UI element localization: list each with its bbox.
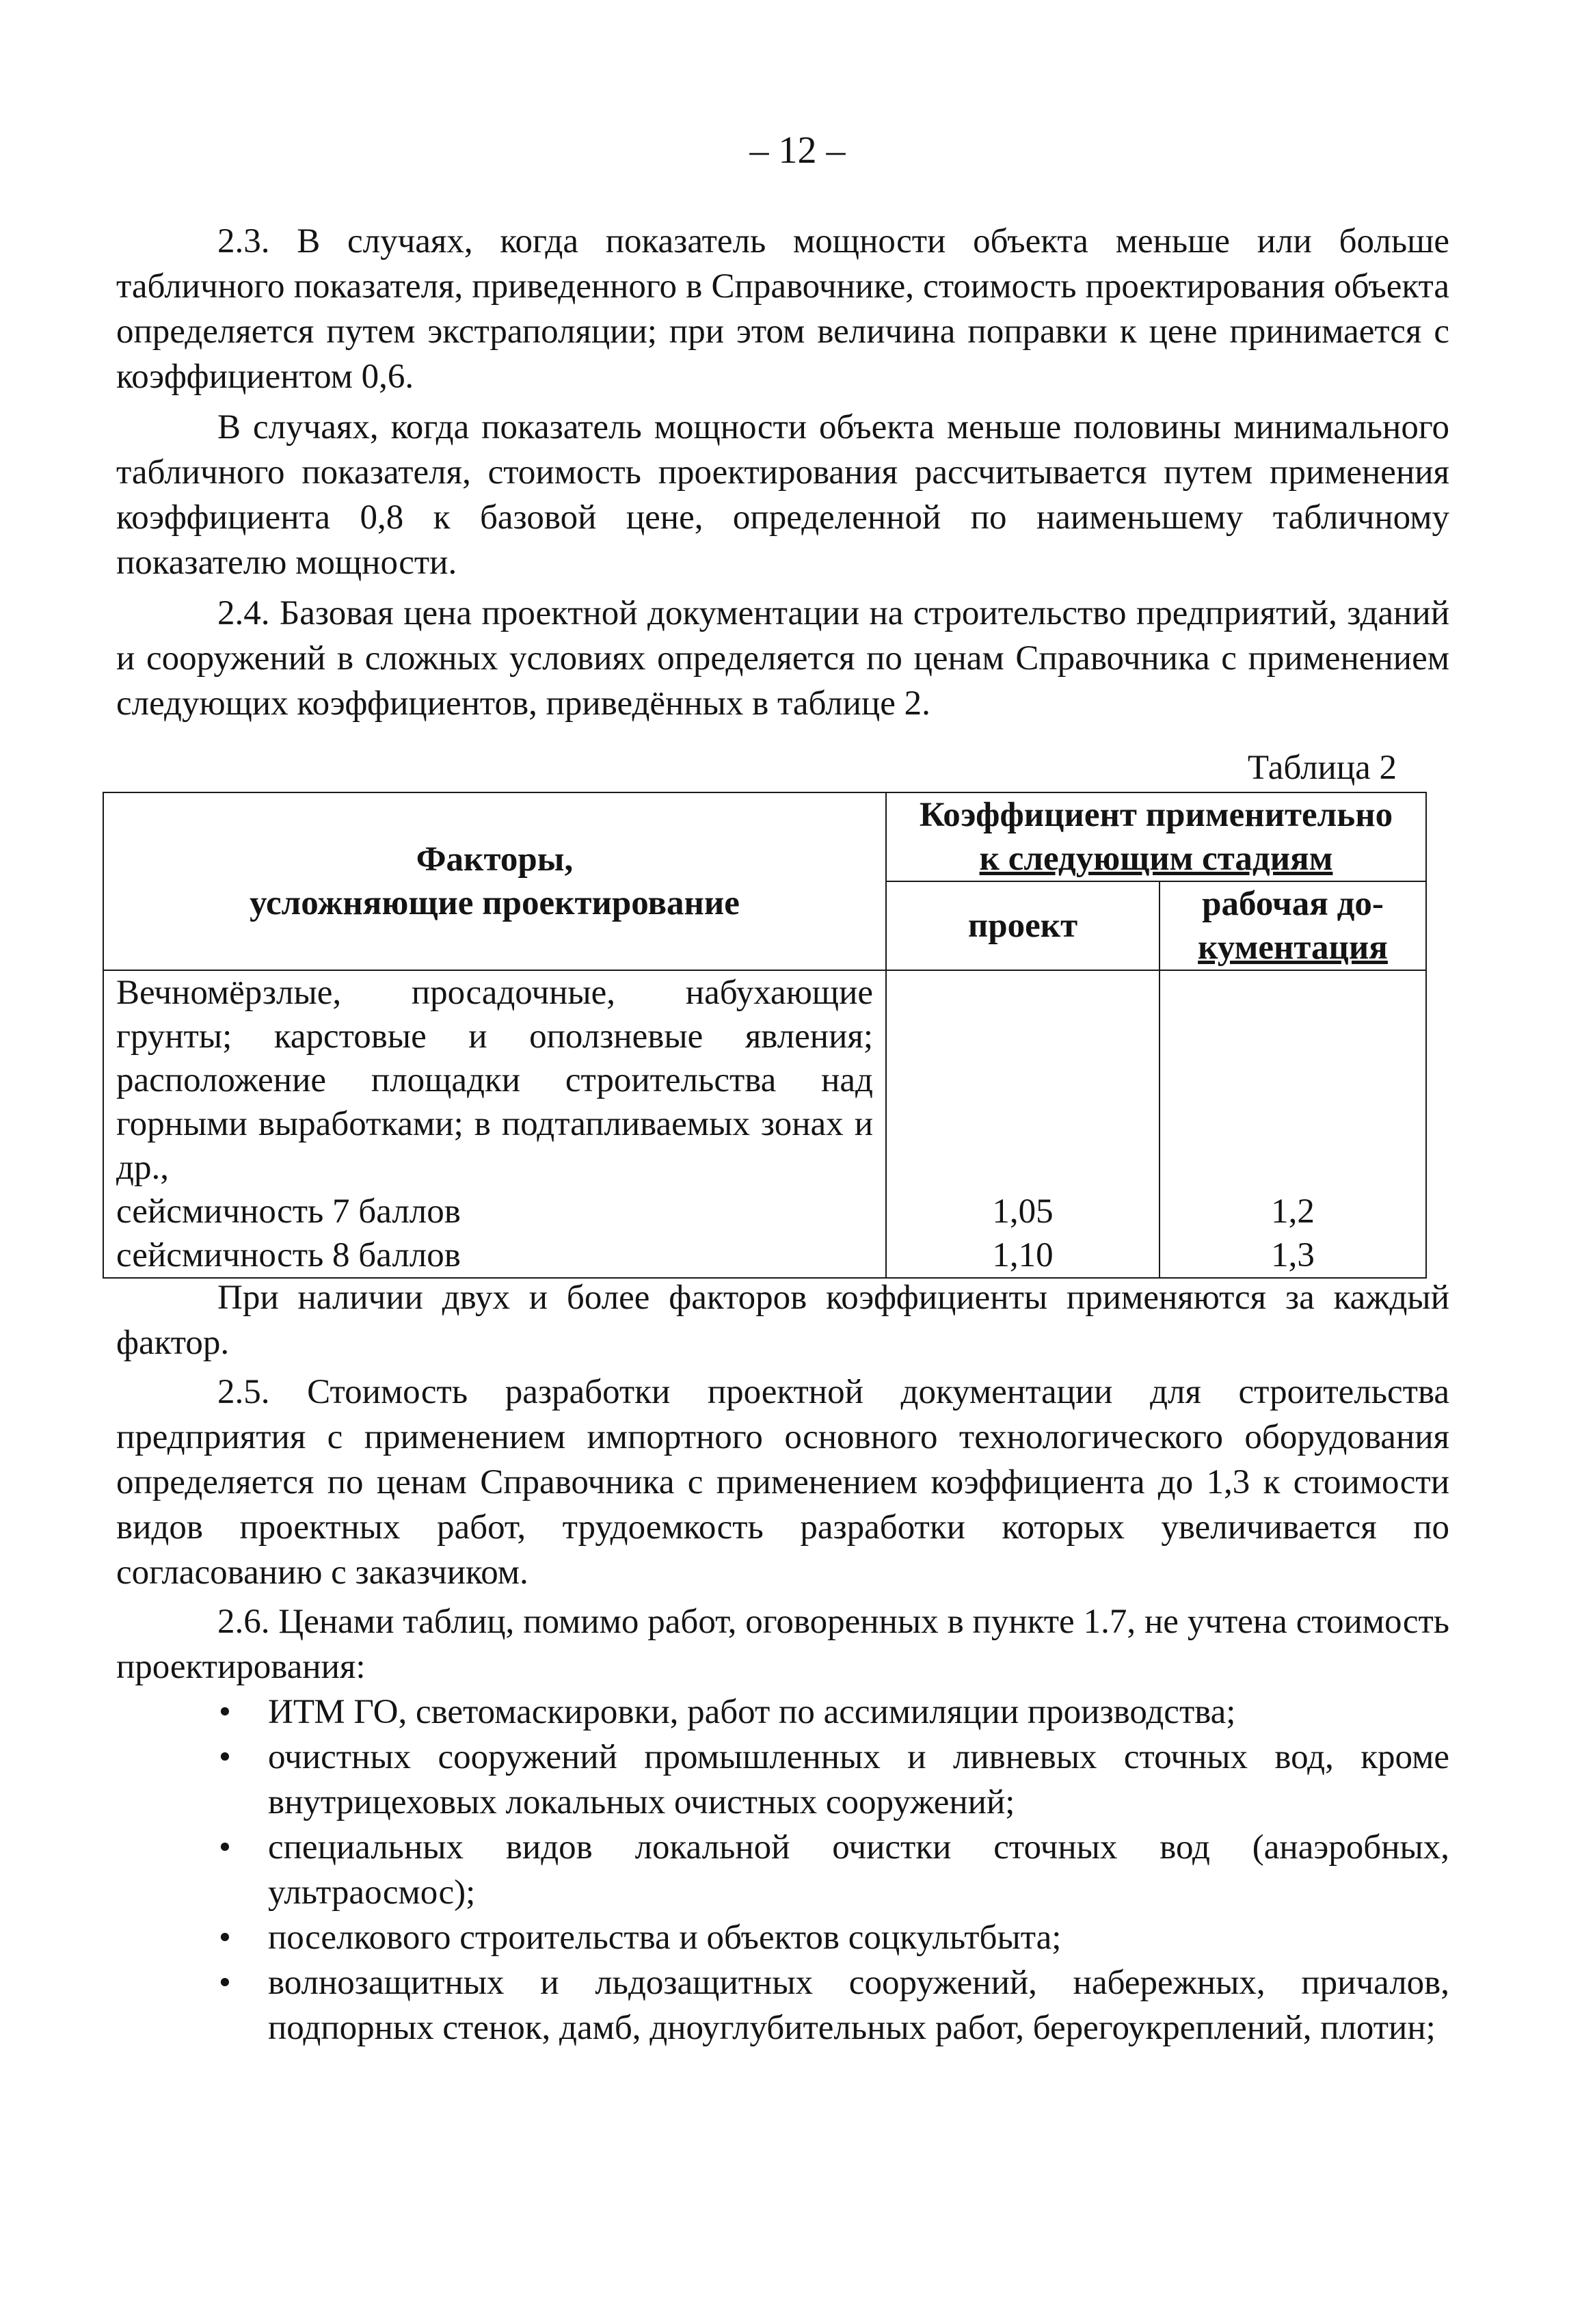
header-factors [103,792,886,970]
working-values-cell [1160,970,1426,1278]
paragraph-2-5: 2.5. Стоимость разработки проектной документации для строительства предприятия с применением импортного основного технологического оборудования определяется по ценам Справочника с применением коэффициента до 1,3 к стоимости видов проектных работ, трудоемкость разработки которых увеличивается по согласованию с заказчиком. [116,1373,1449,1592]
section-text-bottom [116,1275,1449,2051]
value-project-seismic-7: 1,05 [992,1192,1054,1231]
exclusions-list [116,1689,1449,2051]
list-item-text: очистных сооружений промышленных и ливневых сточных вод, кроме внутрицеховых локальных очистных сооружений; [268,1738,1449,1821]
table-caption: Таблица 2 [1247,749,1397,787]
header-coef-line2: к следующим стадиям [979,840,1333,878]
page-number: – 12 – [749,129,846,172]
list-item [116,1689,1449,1735]
paragraph-multiple-factors: При наличии двух и более факторов коэффициенты применяются за каждый фактор. [116,1279,1449,1362]
bullet-icon: • [219,1738,231,1776]
row-label-seismic-7: сейсмичность 7 баллов [116,1192,461,1231]
bullet-icon: • [219,1828,231,1867]
value-working-seismic-7: 1,2 [1271,1192,1315,1231]
list-item [116,1825,1449,1915]
list-item [116,1915,1449,1960]
header-factors-line2: усложняющие проектирование [250,884,740,922]
paragraph-2-4: 2.4. Базовая цена проектной документации на строительство предприятий, зданий и сооружений в сложных условиях определяется по ценам Справочника с применением следующих коэффициентов, приведённых в таблице 2. [116,594,1449,723]
bullet-icon: • [219,1964,231,2002]
paragraph-2-6: 2.6. Ценами таблиц, помимо работ, оговоренных в пункте 1.7, не учтена стоимость проектирования: [116,1603,1449,1686]
header-coefficient [886,792,1426,881]
project-values-cell [886,970,1160,1278]
list-item [116,1735,1449,1825]
bullet-icon: • [219,1919,231,1957]
header-working-line1: рабочая до- [1202,885,1384,923]
row-label-seismic-8: сейсмичность 8 баллов [116,1236,461,1274]
list-item-text: волнозащитных и льдозащитных сооружений, набережных, причалов, подпорных стенок, дамб, дноуглубительных работ, берегоукреплений, плотин; [268,1964,1449,2047]
factor-cell [103,970,886,1278]
paragraph-2-3-cont: В случаях, когда показатель мощности объекта меньше половины минимального табличного показателя, стоимость проектирования рассчитывается путем применения коэффициента 0,8 к базовой цене, определенной по наименьшему табличному показателю мощности. [116,408,1449,582]
header-working-docs [1160,881,1426,970]
header-project: проект [886,881,1160,970]
list-item-text: специальных видов локальной очистки сточных вод (анаэробных, ультраосмос); [268,1828,1449,1912]
header-coef-line1: Коэффициент применительно [919,796,1393,834]
header-factors-line1: Факторы, [416,840,574,879]
list-item [116,1960,1449,2051]
list-item-text: ИТМ ГО, светомаскировки, работ по ассимиляции производства; [268,1693,1236,1731]
section-text-top [116,219,1449,726]
factor-description: Вечномёрзлые, просадочные, набухающие грунты; карстовые и оползневые явления; расположение площадки строительства над горными выработками; в подтапливаемых зонах и др., [116,974,873,1187]
coefficients-table [103,792,1427,1279]
value-project-seismic-8: 1,10 [992,1236,1054,1274]
header-working-line2: кументация [1198,929,1388,967]
bullet-icon: • [219,1693,231,1731]
paragraph-2-3: 2.3. В случаях, когда показатель мощности объекта меньше или больше табличного показателя, приведенного в Справочнике, стоимость проектирования объекта определяется путем экстраполяции; при этом величина поправки к цене принимается с коэффициентом 0,6. [116,222,1449,396]
value-working-seismic-8: 1,3 [1271,1236,1315,1274]
list-item-text: поселкового строительства и объектов соцкультбыта; [268,1919,1062,1957]
